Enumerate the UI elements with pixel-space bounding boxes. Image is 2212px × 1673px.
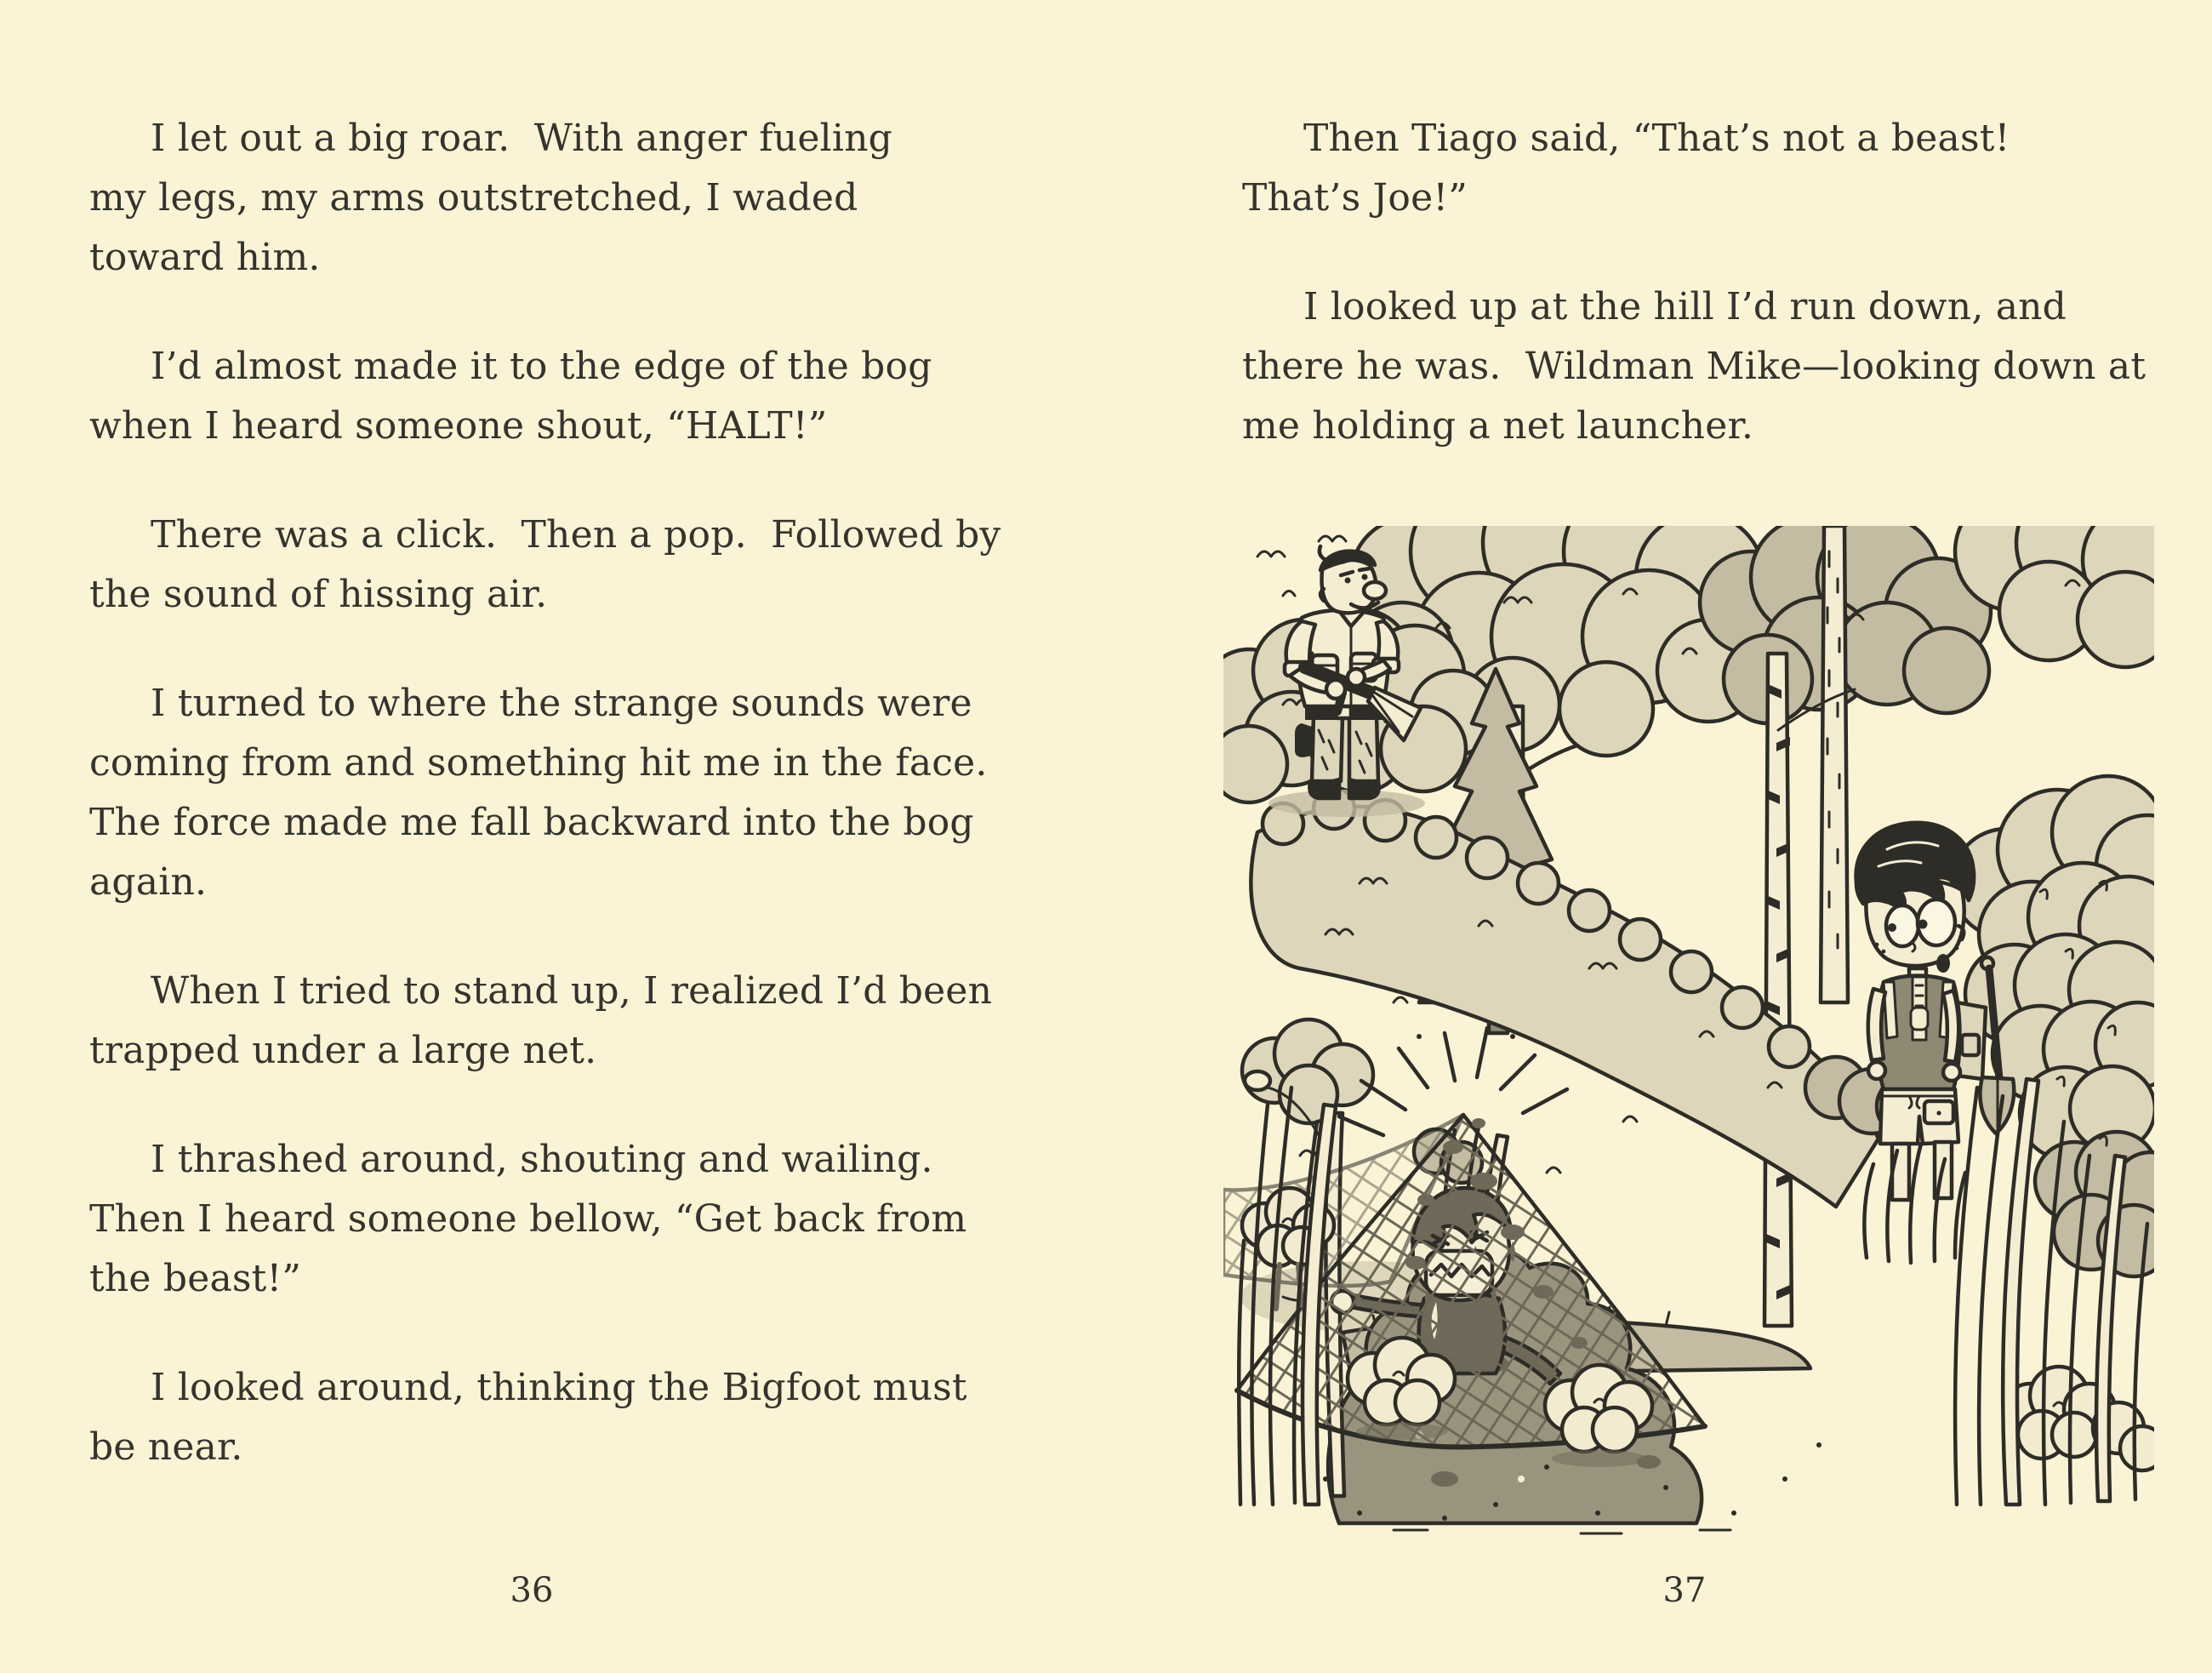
text-line: the beast!”	[89, 1257, 302, 1300]
text-line: I turned to where the strange sounds were	[151, 682, 972, 725]
text-line: I looked up at the hill I’d run down, and	[1303, 285, 2067, 328]
paragraph	[89, 1130, 974, 1309]
tall-trunk	[1821, 526, 1848, 1002]
text-line: When I tried to stand up, I realized I’d been	[151, 969, 993, 1013]
paragraph	[1242, 277, 2146, 456]
paragraph	[89, 505, 1001, 625]
text-line: I thrashed around, shouting and wailing.	[151, 1138, 933, 1181]
text-line: trapped under a large net.	[89, 1029, 597, 1072]
text-line: there he was. Wildman Mike—looking down at	[1242, 345, 2146, 388]
ground-shadow	[1268, 790, 1425, 817]
page-number-left: 36	[510, 1571, 554, 1610]
text-line: again.	[89, 860, 208, 904]
paragraph	[89, 962, 993, 1081]
text-line: when I heard someone shout, “HALT!”	[89, 404, 828, 448]
paragraph	[89, 337, 974, 456]
text-line: The force made me fall backward into the bog	[89, 801, 974, 844]
text-line: the sound of hissing air.	[89, 573, 548, 616]
text-line: There was a click. Then a pop. Followed by	[151, 513, 1001, 557]
text-line: I’d almost made it to the edge of the bog	[151, 345, 932, 388]
text-line: I looked around, thinking the Bigfoot must	[151, 1366, 967, 1409]
text-line: my legs, my arms outstretched, I waded	[89, 176, 858, 220]
text-line: Then Tiago said, “That’s not a beast!	[1303, 117, 2010, 160]
text-line: Then I heard someone bellow, “Get back from	[89, 1197, 967, 1241]
right-page-text	[1242, 109, 2146, 456]
paragraph	[1242, 109, 2127, 228]
paragraph	[89, 674, 988, 912]
left-page-text	[89, 109, 1001, 1477]
text-line: me holding a net launcher.	[1242, 404, 1754, 448]
text-line: That’s Joe!”	[1242, 176, 1468, 220]
text-line: be near.	[89, 1425, 243, 1469]
net-weight-ball	[1245, 1071, 1270, 1090]
paragraph	[89, 109, 974, 288]
page-number-right: 37	[1662, 1571, 1707, 1610]
paragraph	[89, 1358, 974, 1477]
text-line: toward him.	[89, 236, 321, 279]
text-line: I let out a big roar. With anger fueling	[151, 117, 893, 160]
text-line: coming from and something hit me in the face.	[89, 741, 988, 785]
illustration-net-scene	[1223, 526, 2154, 1539]
